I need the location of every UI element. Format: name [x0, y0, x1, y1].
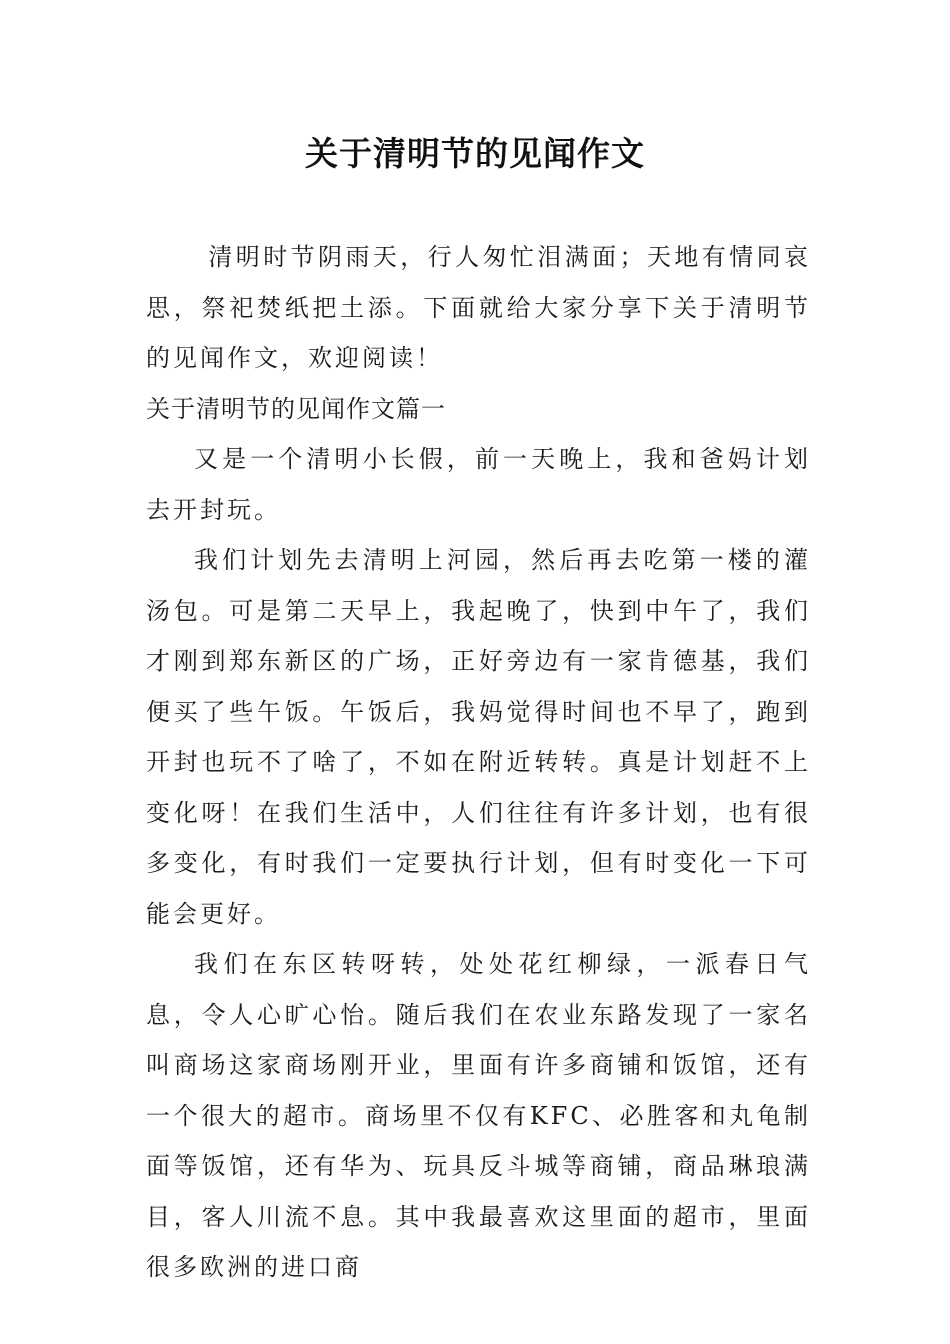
body-paragraph-3: 我们在东区转呀转，处处花红柳绿，一派春日气息，令人心旷心怡。随后我们在农业东路发现了一家名叫商场这家商场刚开业，里面有许多商铺和饭馆，还有一个很大的超市。商场里不仅有KFC、必胜客和丸龟制面等饭馆，还有华为、玩具反斗城等商铺，商品琳琅满目，客人川流不息。其中我最喜欢这里面的超市，里面很多欧洲的进口商	[146, 950, 811, 1281]
intro-paragraph: 清明时节阴雨天，行人匆忙泪满面；天地有情同哀思，祭祀焚纸把土添。下面就给大家分享下关于清明节的见闻作文，欢迎阅读！	[146, 243, 811, 372]
document-body	[146, 232, 811, 1293]
section-heading: 关于清明节的见闻作文篇一	[146, 394, 446, 423]
page-title: 关于清明节的见闻作文	[305, 134, 645, 173]
body-paragraph-2: 我们计划先去清明上河园，然后再去吃第一楼的灌汤包。可是第二天早上，我起晚了，快到中午了，我们才刚到郑东新区的广场，正好旁边有一家肯德基，我们便买了些午饭。午饭后，我妈觉得时间也不早了，跑到开封也玩不了啥了，不如在附近转转。真是计划赶不上变化呀！在我们生活中，人们往往有许多计划，也有很多变化，有时我们一定要执行计划，但有时变化一下可能会更好。	[146, 546, 811, 928]
body-paragraph-1: 又是一个清明小长假，前一天晚上，我和爸妈计划去开封玩。	[146, 445, 811, 524]
